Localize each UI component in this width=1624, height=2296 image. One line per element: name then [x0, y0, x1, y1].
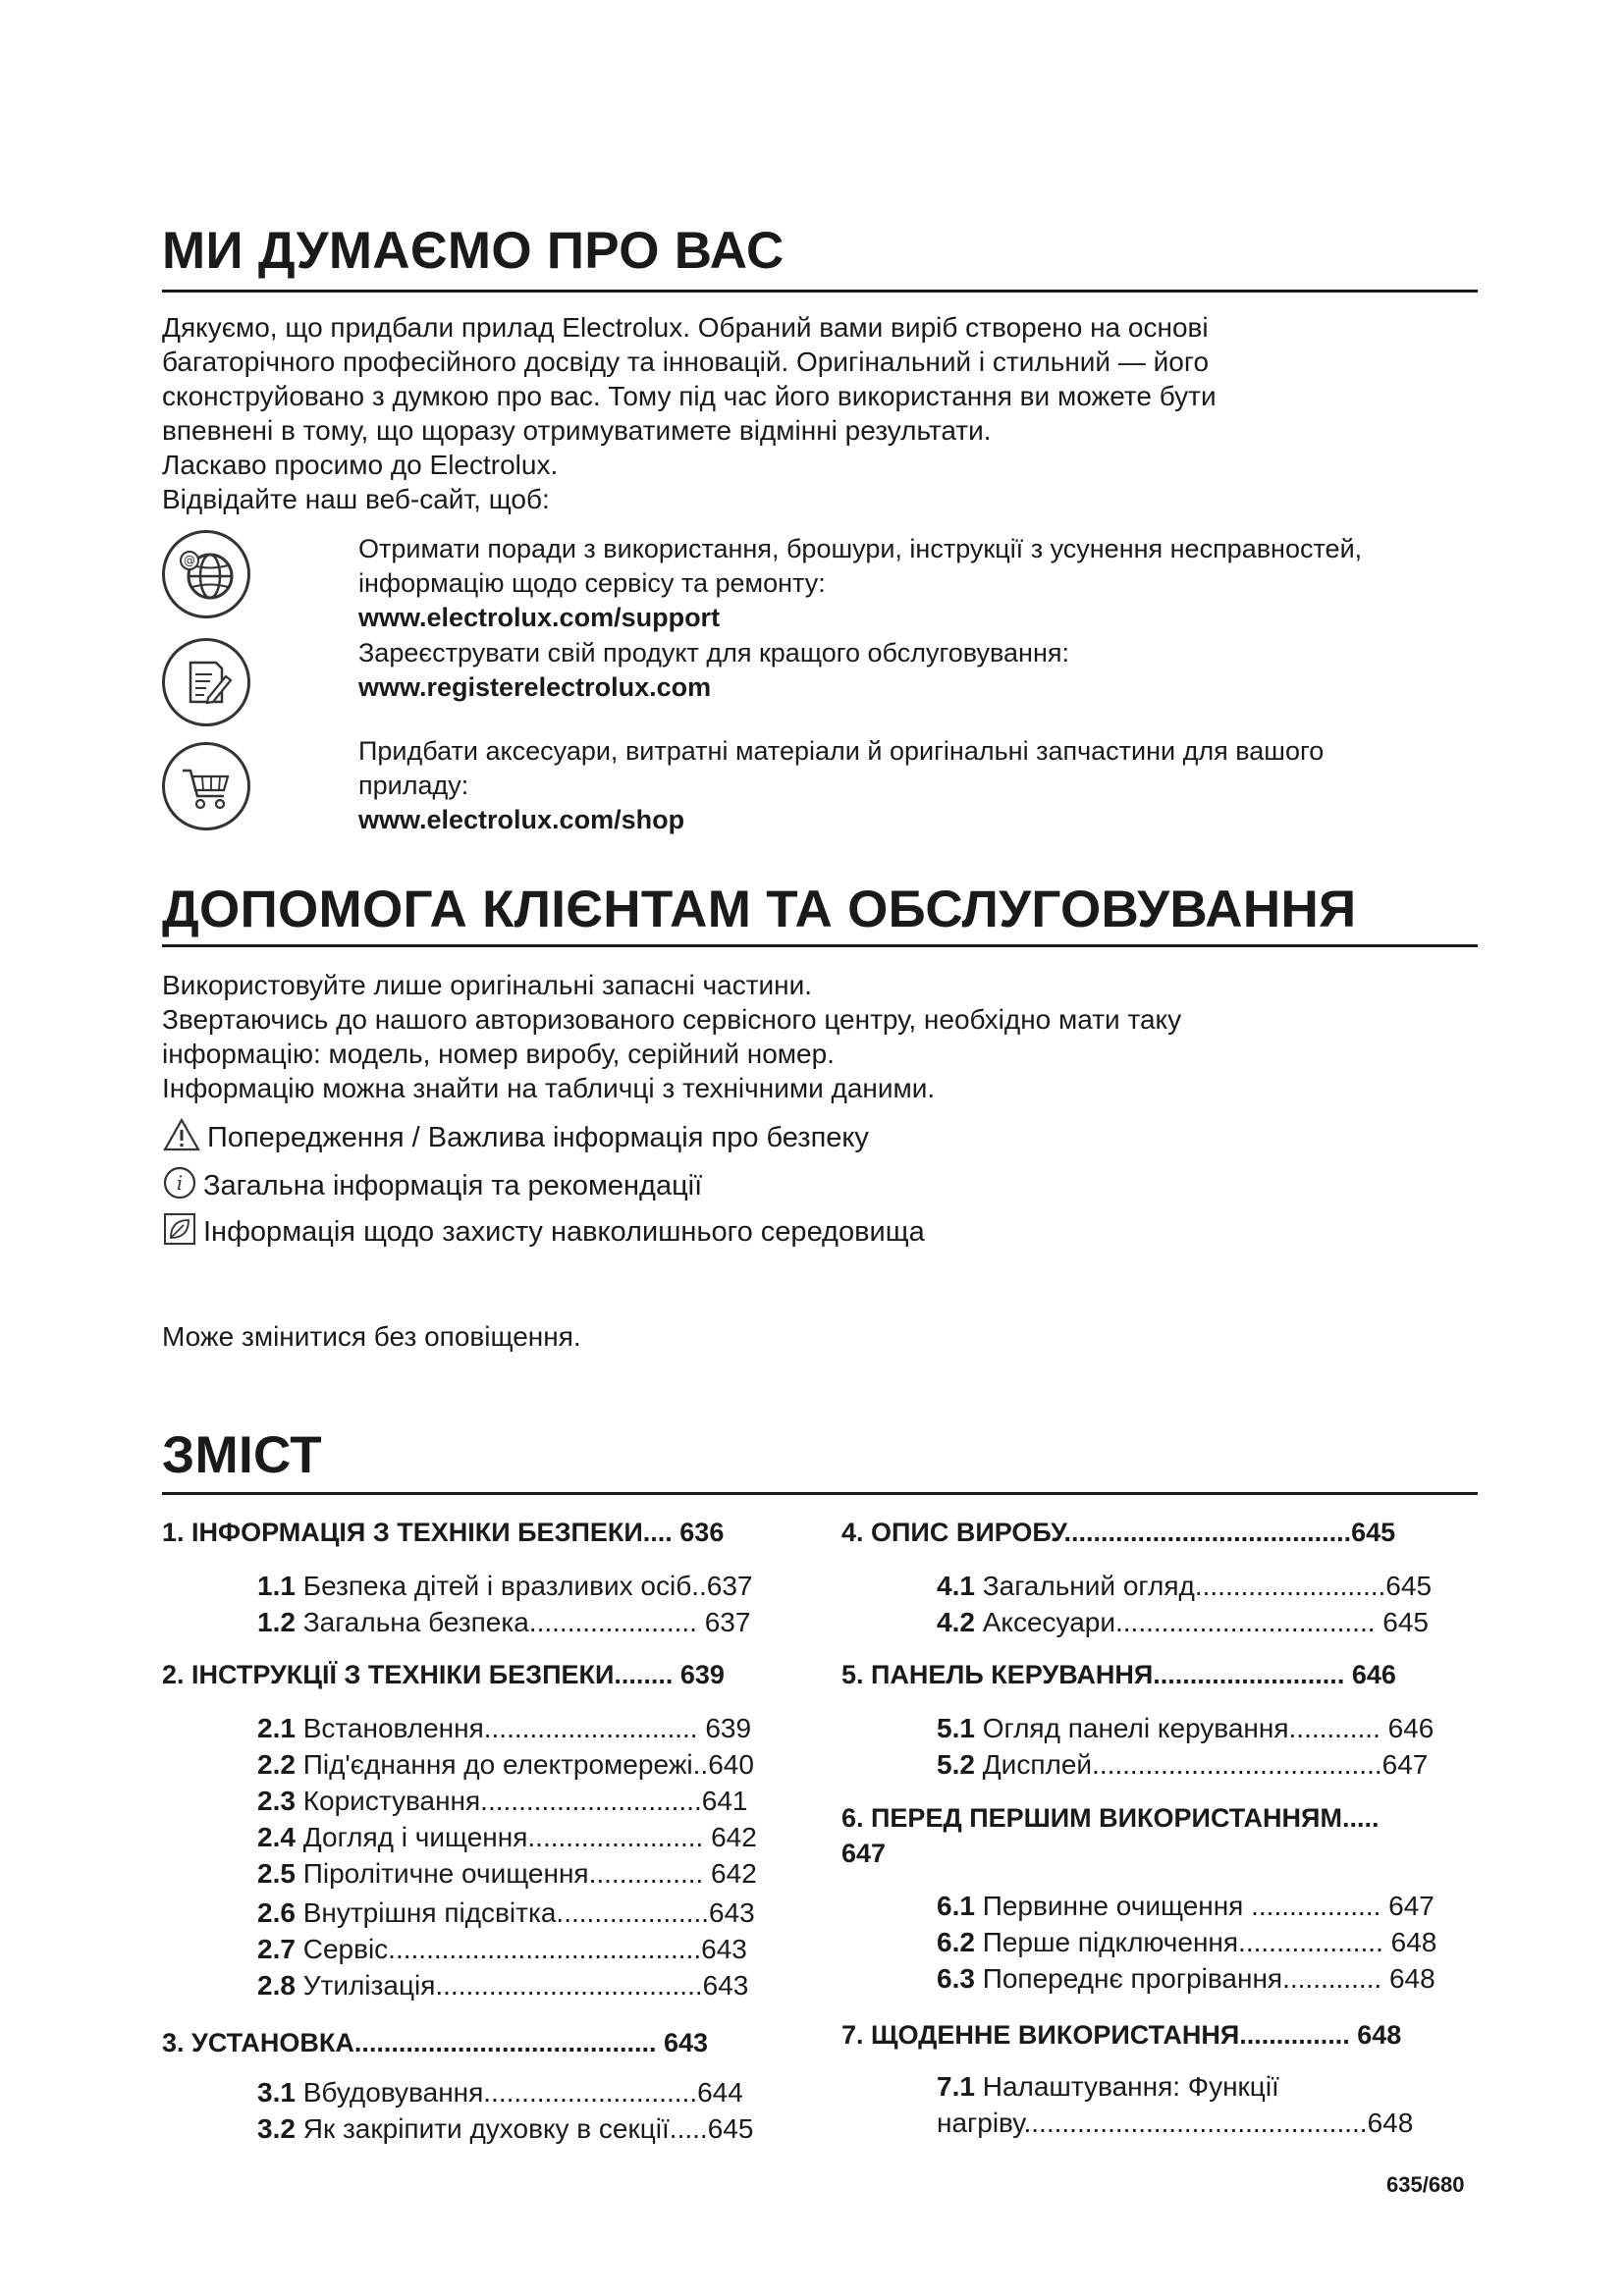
web-item-shop — [358, 734, 1324, 837]
paragraph-line: Використовуйте лише оригінальні запасні частини. — [162, 970, 813, 1000]
toc-entry[interactable] — [257, 1710, 751, 1747]
toc-entry-text: Догляд і чищення....................... 642 — [295, 1822, 757, 1852]
paragraph-line: Інформацію можна знайти на табличці з технічними даними. — [162, 1073, 936, 1103]
globe-icon — [162, 530, 250, 618]
svg-text:@: @ — [184, 554, 195, 567]
toc-entry[interactable] — [937, 1568, 1432, 1605]
toc-entry-number: 6.1 — [937, 1891, 975, 1921]
svg-text:i: i — [176, 1171, 184, 1195]
toc-entry[interactable] — [937, 1710, 1434, 1747]
toc-entry[interactable] — [937, 1960, 1435, 1998]
paragraph-line: сконструйовано з думкою про вас. Тому під час його використання ви можете бути — [162, 381, 1217, 411]
legend-warning — [162, 1117, 869, 1161]
toc-chapter[interactable]: 5. ПАНЕЛЬ КЕРУВАННЯ.......................... 646 — [841, 1660, 1396, 1689]
toc-chapter[interactable]: 1. ІНФОРМАЦІЯ З ТЕХНІКИ БЕЗПЕКИ.... 636 — [162, 1518, 725, 1547]
paragraph-line: Дякуємо, що придбали прилад Electrolux. Обраний вами виріб створено на основі — [162, 312, 1209, 343]
toc-chapter[interactable]: 2. ІНСТРУКЦІЇ З ТЕХНІКИ БЕЗПЕКИ........ 639 — [162, 1660, 725, 1689]
shop-link[interactable]: www.electrolux.com/shop — [358, 805, 685, 834]
toc-entry-text: Сервіс.........................................643 — [295, 1934, 747, 1964]
register-link[interactable]: www.registerelectrolux.com — [358, 672, 712, 702]
section-title-support: ДОПОМОГА КЛІЄНТАМ ТА ОБСЛУГОВУВАННЯ — [162, 881, 1357, 938]
legend-info — [162, 1165, 702, 1209]
toc-entry[interactable] — [257, 1855, 757, 1893]
web-item-line: Отримати поради з використання, брошури, інструкції з усунення несправностей, — [358, 534, 1363, 563]
toc-entry-text: Первинне очищення ................. 647 — [974, 1891, 1435, 1921]
section-title-welcome: МИ ДУМАЄМО ПРО ВАС — [162, 222, 785, 280]
legend-text: Інформація щодо захисту навколишнього середовища — [203, 1216, 925, 1249]
toc-entry-number: 2.8 — [257, 1970, 296, 2001]
register-document-icon — [162, 638, 250, 726]
section-divider — [162, 1492, 1478, 1495]
toc-entry[interactable] — [937, 1924, 1436, 1961]
toc-entry-text: Налаштування: Функції — [974, 2071, 1279, 2102]
toc-entry[interactable] — [257, 1931, 747, 1968]
toc-entry-text: Вбудовування............................644 — [295, 2077, 743, 2108]
toc-entry-number: 2.2 — [257, 1749, 296, 1780]
toc-entry-number: 1.1 — [257, 1571, 296, 1601]
toc-entry-text: Дисплей......................................647 — [974, 1749, 1429, 1780]
toc-entry-number: 2.6 — [257, 1897, 296, 1928]
toc-entry-number: 6.3 — [937, 1963, 975, 1994]
toc-entry-number: 3.1 — [257, 2077, 296, 2108]
paragraph-line: Ласкаво просимо до Electrolux. — [162, 450, 559, 480]
toc-entry-text: Перше підключення................... 648 — [974, 1927, 1437, 1957]
toc-entry-text: Під'єднання до електромережі..640 — [295, 1749, 754, 1780]
toc-entry-number: 1.2 — [257, 1607, 296, 1637]
info-icon — [162, 1165, 197, 1209]
warning-triangle-icon — [162, 1117, 201, 1161]
web-item-line: приладу: — [358, 771, 469, 800]
toc-entry-text: Безпека дітей і вразливих осіб..637 — [295, 1571, 753, 1601]
toc-entry[interactable] — [257, 2074, 743, 2111]
toc-entry-text: Аксесуари.................................. 645 — [974, 1607, 1429, 1637]
section-divider — [162, 944, 1478, 947]
toc-entry-text: Внутрішня підсвітка....................643 — [295, 1897, 755, 1928]
paragraph-line: багаторічного професійного досвіду та інновацій. Оригінальний і стильний — його — [162, 347, 1210, 377]
toc-entry[interactable] — [937, 1746, 1428, 1784]
toc-entry[interactable] — [257, 1746, 754, 1784]
toc-chapter[interactable]: 4. ОПИС ВИРОБУ.......................................645 — [841, 1518, 1396, 1547]
paragraph-line: Відвідайте наш веб-сайт, щоб: — [162, 484, 550, 514]
toc-entry-number: 2.7 — [257, 1934, 296, 1964]
paragraph-line: Звертаючись до нашого авторизованого сервісного центру, необхідно мати таку — [162, 1004, 1182, 1035]
web-item-register — [358, 636, 1069, 705]
toc-entry[interactable] — [937, 1888, 1435, 1925]
toc-entry[interactable] — [257, 1783, 748, 1820]
toc-entry-number: 2.4 — [257, 1822, 296, 1852]
web-item-line: Придбати аксесуари, витратні матеріали й оригінальні запчастини для вашого — [358, 736, 1325, 766]
legend-text: Попередження / Важлива інформація про безпеку — [207, 1122, 869, 1154]
toc-entry-continuation[interactable] — [937, 2105, 1413, 2142]
toc-entry[interactable] — [257, 1568, 753, 1605]
toc-entry-number: 3.2 — [257, 2113, 296, 2144]
shopping-cart-icon — [162, 742, 250, 830]
toc-entry[interactable] — [257, 1967, 748, 2004]
web-item-support — [358, 532, 1362, 635]
legend-environment — [162, 1211, 925, 1255]
toc-entry-number: 6.2 — [937, 1927, 975, 1957]
toc-entry-text: нагріву.............................................648 — [937, 2108, 1414, 2138]
toc-chapter[interactable]: 6. ПЕРЕД ПЕРШИМ ВИКОРИСТАННЯМ..... — [841, 1803, 1380, 1833]
toc-entry-text: Піролітичне очищення............... 642 — [295, 1858, 757, 1889]
web-item-line: Зареєструвати свій продукт для кращого обслуговування: — [358, 638, 1069, 667]
toc-entry-number: 4.2 — [937, 1607, 975, 1637]
toc-entry[interactable] — [937, 1604, 1429, 1641]
toc-entry-text: Загальна безпека...................... 637 — [295, 1607, 751, 1637]
paragraph-line: впевнені в тому, що щоразу отримуватимете відмінні результати. — [162, 415, 992, 446]
toc-entry-text: Утилізація...................................643 — [295, 1970, 749, 2001]
toc-entry-number: 5.1 — [937, 1713, 975, 1743]
toc-entry-text: Загальний огляд.........................645 — [974, 1571, 1433, 1601]
toc-entry[interactable] — [257, 1819, 757, 1856]
toc-entry-number: 4.1 — [937, 1571, 975, 1601]
toc-entry-number: 2.5 — [257, 1858, 296, 1889]
toc-entry-text: Користування.............................641 — [295, 1786, 748, 1816]
toc-entry-text: Огляд панелі керування............ 646 — [974, 1713, 1435, 1743]
web-item-line: інформацію щодо сервісу та ремонту: — [358, 568, 826, 598]
toc-entry[interactable] — [937, 2068, 1279, 2106]
toc-entry-text: Попереднє прогрівання............. 648 — [974, 1963, 1435, 1994]
toc-chapter-page: 647 — [841, 1839, 887, 1868]
change-notice: Може змінитися без оповіщення. — [162, 1321, 581, 1352]
welcome-paragraph — [162, 310, 1217, 516]
legend-text: Загальна інформація та рекомендації — [203, 1170, 703, 1202]
environment-leaf-icon — [162, 1211, 197, 1255]
paragraph-line: інформацію: модель, номер виробу, серійний номер. — [162, 1039, 835, 1069]
page-number: 635/680 — [1386, 2172, 1465, 2197]
toc-chapter[interactable]: 3. УСТАНОВКА......................................... 643 — [162, 2028, 709, 2057]
toc-entry[interactable] — [257, 1604, 750, 1641]
toc-entry-text: Як закріпити духовку в секції.....645 — [295, 2113, 754, 2144]
section-divider — [162, 290, 1478, 293]
support-link[interactable]: www.electrolux.com/support — [358, 603, 721, 632]
section-title-toc: ЗМІСТ — [162, 1426, 322, 1484]
toc-entry-number: 2.3 — [257, 1786, 296, 1816]
toc-entry[interactable] — [257, 1895, 755, 1932]
toc-entry-number: 5.2 — [937, 1749, 975, 1780]
toc-chapter[interactable]: 7. ЩОДЕННЕ ВИКОРИСТАННЯ............... 648 — [841, 2020, 1402, 2050]
toc-entry-number: 7.1 — [937, 2071, 975, 2102]
toc-entry[interactable] — [257, 2110, 753, 2148]
toc-entry-number: 2.1 — [257, 1713, 296, 1743]
toc-entry-text: Встановлення............................ 639 — [295, 1713, 752, 1743]
support-paragraph — [162, 968, 1181, 1105]
